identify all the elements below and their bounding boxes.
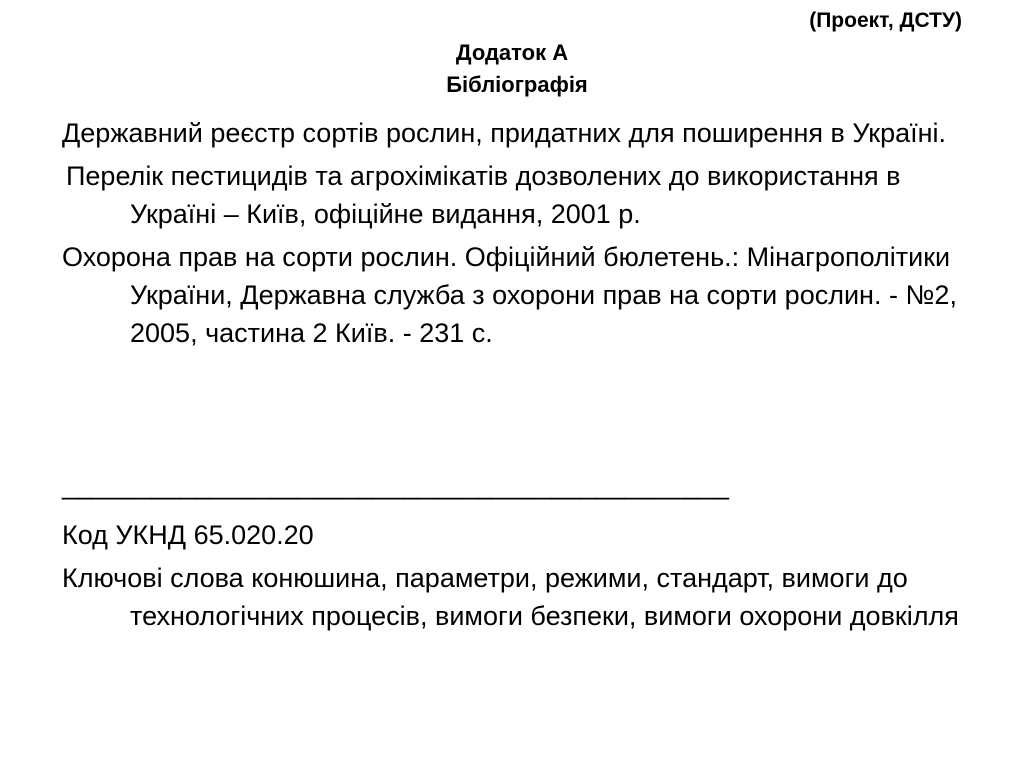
keywords: Ключові слова конюшина, параметри, режими, стандарт, вимоги до технологічних процесів, вимоги безпеки, вимоги охорони довкілля bbox=[62, 563, 959, 631]
bibliography-entry: Перелік пестицидів та агрохімікатів дозволених до використання в Україні – Київ, офіційне видання, 2001 р. bbox=[66, 161, 901, 229]
bibliography-entry: Державний реєстр сортів рослин, придатних для поширення в Україні. bbox=[62, 118, 947, 148]
project-note: (Проект, ДСТУ) bbox=[809, 9, 962, 32]
bibliography-entry: Охорона прав на сорти рослин. Офіційний бюлетень.: Мінагрополітики України, Державна служба з охорони прав на сорти рослин. - №2, 2005, частина 2 Київ. - 231 с. bbox=[62, 242, 957, 348]
udc-code: Код УКНД 65.020.20 bbox=[62, 520, 314, 550]
appendix-subtitle: Бібліографія bbox=[446, 72, 588, 97]
appendix-title: Додаток А bbox=[455, 40, 569, 65]
classification-block bbox=[62, 516, 972, 640]
bibliography-list bbox=[62, 114, 962, 357]
separator-line: _____________________________________________ bbox=[62, 470, 729, 500]
